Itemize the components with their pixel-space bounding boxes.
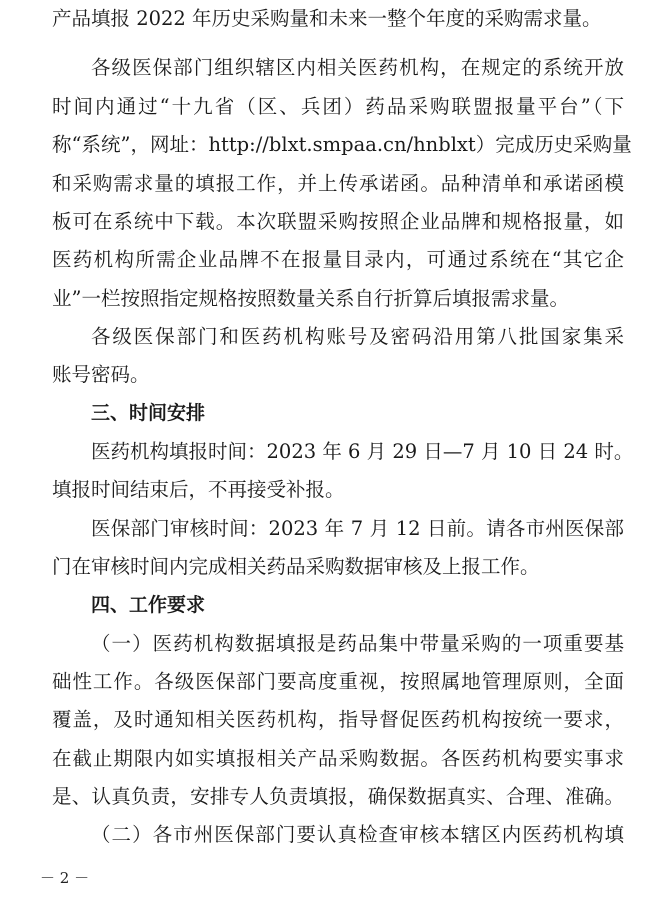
section-heading-schedule: 三、时间安排	[91, 402, 206, 424]
paragraph-line-3: 时间内通过“十九省（区、兵团）药品采购联盟报量平台”（下	[52, 95, 624, 118]
paragraph-line-17: （一）医药机构数据填报是药品集中带量采购的一项重要基	[91, 632, 624, 655]
paragraph-line-18: 础性工作。各级医保部门要高度重视，按照属地管理原则，全面	[52, 670, 624, 693]
paragraph-line-13: 填报时间结束后，不再接受补报。	[52, 478, 345, 501]
paragraph-line-10: 账号密码。	[52, 363, 150, 386]
paragraph-line-22: （二）各市州医保部门要认真检查审核本辖区内医药机构填	[91, 823, 624, 846]
paragraph-line-8: 业”一栏按照指定规格按照数量关系自行折算后填报需求量。	[52, 287, 569, 310]
paragraph-line-15: 门在审核时间内完成相关药品采购数据审核及上报工作。	[52, 555, 540, 578]
paragraph-line-20: 在截止期限内如实填报相关产品采购数据。各医药机构要实事求	[52, 747, 624, 770]
paragraph-line-2: 各级医保部门组织辖区内相关医药机构，在规定的系统开放	[91, 56, 624, 79]
paragraph-line-21: 是、认真负责，安排专人负责填报，确保数据真实、合理、准确。	[52, 785, 624, 808]
paragraph-line-19: 覆盖，及时通知相关医药机构，指导督促医药机构按统一要求，	[52, 708, 624, 731]
paragraph-line-9: 各级医保部门和医药机构账号及密码沿用第八批国家集采	[91, 325, 624, 348]
paragraph-line-12: 医药机构填报时间：2023 年 6 月 29 日—7 月 10 日 24 时。	[91, 440, 634, 463]
section-heading-requirements: 四、工作要求	[91, 594, 206, 616]
paragraph-line-5: 和采购需求量的填报工作，并上传承诺函。品种清单和承诺函模	[52, 172, 624, 195]
paragraph-line-6: 板可在系统中下载。本次联盟采购按照企业品牌和规格报量，如	[52, 210, 624, 233]
paragraph-line-14: 医保部门审核时间：2023 年 7 月 12 日前。请各市州医保部	[91, 517, 624, 540]
paragraph-line-7: 医药机构所需企业品牌不在报量目录内，可通过系统在“其它企	[52, 248, 624, 271]
paragraph-line-1: 产品填报 2022 年历史采购量和未来一整个年度的采购需求量。	[52, 7, 602, 30]
paragraph-line-4: 称“系统”，网址：http://blxt.smpaa.cn/hnblxt）完成历史采购量	[52, 133, 632, 156]
page-number: － 2 －	[40, 869, 90, 887]
